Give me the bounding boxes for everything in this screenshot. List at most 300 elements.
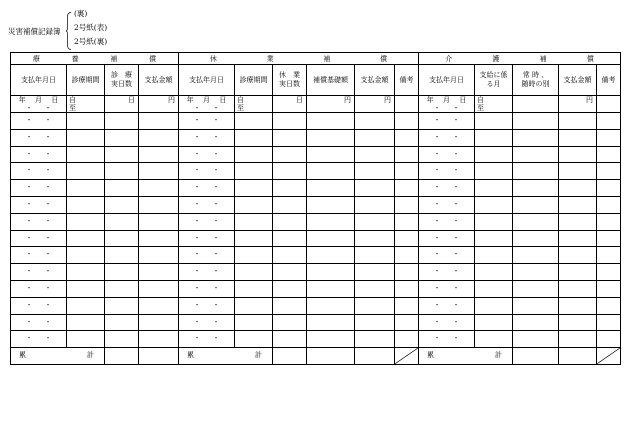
cell-medical-2[interactable] bbox=[105, 180, 139, 197]
cell-absence-1[interactable] bbox=[235, 180, 273, 197]
cell-medical-3[interactable] bbox=[139, 264, 179, 281]
cell-absence-1[interactable] bbox=[235, 230, 273, 247]
cell-absence-2[interactable] bbox=[273, 113, 307, 130]
cell-nursing-3[interactable] bbox=[559, 213, 597, 230]
cell-absence-2[interactable] bbox=[273, 196, 307, 213]
cell-medical-1[interactable] bbox=[67, 213, 105, 230]
cell-absence-5[interactable] bbox=[395, 331, 419, 348]
cell-absence-3[interactable] bbox=[307, 264, 355, 281]
cell-medical-2[interactable] bbox=[105, 247, 139, 264]
cell-absence-0[interactable] bbox=[179, 96, 235, 113]
cell-medical-0[interactable] bbox=[11, 146, 67, 163]
cell-medical-3[interactable] bbox=[139, 163, 179, 180]
cell-absence-0[interactable] bbox=[179, 129, 235, 146]
cell-nursing-2[interactable] bbox=[513, 331, 559, 348]
cell-nursing-0[interactable] bbox=[419, 196, 475, 213]
cell-nursing-4[interactable] bbox=[597, 96, 621, 113]
date-dots: ・ ・ bbox=[193, 216, 220, 225]
cell-medical-1[interactable] bbox=[67, 146, 105, 163]
totals-cell-absence-3[interactable] bbox=[307, 348, 355, 365]
cell-absence-3[interactable] bbox=[307, 113, 355, 130]
cell-absence-3[interactable] bbox=[307, 314, 355, 331]
cell-medical-2[interactable] bbox=[105, 129, 139, 146]
cell-medical-0[interactable] bbox=[11, 331, 67, 348]
cell-nursing-3[interactable] bbox=[559, 331, 597, 348]
cell-medical-0[interactable] bbox=[11, 280, 67, 297]
cell-nursing-4[interactable] bbox=[597, 113, 621, 130]
cell-absence-1[interactable] bbox=[235, 297, 273, 314]
cell-nursing-2[interactable] bbox=[513, 213, 559, 230]
cell-absence-1[interactable] bbox=[235, 213, 273, 230]
cell-absence-4[interactable] bbox=[355, 280, 395, 297]
cell-nursing-3[interactable] bbox=[559, 129, 597, 146]
cell-medical-3[interactable] bbox=[139, 180, 179, 197]
cell-medical-2[interactable] bbox=[105, 163, 139, 180]
ledger-row bbox=[11, 247, 621, 264]
cell-medical-3[interactable] bbox=[139, 247, 179, 264]
cell-medical-2[interactable] bbox=[105, 314, 139, 331]
cell-absence-5[interactable] bbox=[395, 163, 419, 180]
cell-nursing-2[interactable] bbox=[513, 314, 559, 331]
cell-medical-2[interactable] bbox=[105, 196, 139, 213]
cell-absence-4[interactable] bbox=[355, 129, 395, 146]
yen-unit-label: 円 bbox=[586, 96, 593, 104]
cell-medical-3[interactable] bbox=[139, 96, 179, 113]
cell-nursing-4[interactable] bbox=[597, 297, 621, 314]
cell-absence-0[interactable] bbox=[179, 180, 235, 197]
column-header-row bbox=[11, 65, 621, 96]
date-dots: ・ ・ bbox=[193, 250, 220, 259]
cell-nursing-1[interactable] bbox=[475, 113, 513, 130]
date-dots: ・ ・ bbox=[433, 300, 460, 309]
cell-medical-2[interactable] bbox=[105, 280, 139, 297]
cell-nursing-0[interactable] bbox=[419, 113, 475, 130]
cell-absence-2[interactable] bbox=[273, 129, 307, 146]
cell-absence-1[interactable] bbox=[235, 264, 273, 281]
cell-nursing-1[interactable] bbox=[475, 180, 513, 197]
cell-nursing-1[interactable] bbox=[475, 297, 513, 314]
cell-medical-0[interactable] bbox=[11, 113, 67, 130]
totals-cell-nursing-2[interactable] bbox=[513, 348, 559, 365]
date-dots: ・ ・ bbox=[433, 233, 460, 242]
cell-nursing-1[interactable] bbox=[475, 247, 513, 264]
cell-medical-3[interactable] bbox=[139, 146, 179, 163]
cell-absence-0[interactable] bbox=[179, 163, 235, 180]
date-dots: ・ ・ bbox=[25, 233, 52, 242]
cell-medical-0[interactable] bbox=[11, 163, 67, 180]
date-dots: ・ ・ bbox=[193, 149, 220, 158]
cell-absence-4[interactable] bbox=[355, 213, 395, 230]
ledger-row bbox=[11, 314, 621, 331]
cell-medical-3[interactable] bbox=[139, 113, 179, 130]
col-header-absence-2: 休 業 実日数 bbox=[273, 65, 307, 96]
totals-cell-nursing-3[interactable] bbox=[559, 348, 597, 365]
cell-absence-2[interactable] bbox=[273, 230, 307, 247]
cell-nursing-0[interactable] bbox=[419, 213, 475, 230]
cell-nursing-4[interactable] bbox=[597, 163, 621, 180]
cell-medical-0[interactable] bbox=[11, 297, 67, 314]
cell-medical-2[interactable] bbox=[105, 113, 139, 130]
totals-label: 累 計 bbox=[187, 351, 262, 360]
cell-absence-2[interactable] bbox=[273, 180, 307, 197]
yen-unit-label: 円 bbox=[384, 96, 391, 104]
cell-medical-0[interactable] bbox=[11, 247, 67, 264]
cell-nursing-0[interactable] bbox=[419, 163, 475, 180]
cell-nursing-3[interactable] bbox=[559, 230, 597, 247]
ledger-row bbox=[11, 113, 621, 130]
cell-medical-0[interactable] bbox=[11, 230, 67, 247]
cell-absence-0[interactable] bbox=[179, 264, 235, 281]
cell-nursing-2[interactable] bbox=[513, 297, 559, 314]
col-header-medical-0: 支払年月日 bbox=[11, 65, 67, 96]
cell-medical-3[interactable] bbox=[139, 196, 179, 213]
cell-absence-2[interactable] bbox=[273, 163, 307, 180]
ledger-row bbox=[11, 213, 621, 230]
cell-medical-1[interactable] bbox=[67, 247, 105, 264]
cell-absence-4[interactable] bbox=[355, 264, 395, 281]
cell-absence-0[interactable] bbox=[179, 230, 235, 247]
ledger-row bbox=[11, 280, 621, 297]
cell-absence-0[interactable] bbox=[179, 280, 235, 297]
cell-nursing-0[interactable] bbox=[419, 180, 475, 197]
cell-absence-5[interactable] bbox=[395, 129, 419, 146]
cell-nursing-0[interactable] bbox=[419, 280, 475, 297]
cell-nursing-0[interactable] bbox=[419, 314, 475, 331]
cell-absence-0[interactable] bbox=[179, 247, 235, 264]
cell-absence-4[interactable] bbox=[355, 113, 395, 130]
cell-medical-2[interactable] bbox=[105, 264, 139, 281]
date-dots: ・ ・ bbox=[25, 199, 52, 208]
cell-nursing-4[interactable] bbox=[597, 129, 621, 146]
cell-absence-4[interactable] bbox=[355, 247, 395, 264]
cell-absence-3[interactable] bbox=[307, 129, 355, 146]
cell-nursing-3[interactable] bbox=[559, 297, 597, 314]
cell-nursing-1[interactable] bbox=[475, 163, 513, 180]
cell-medical-0[interactable] bbox=[11, 213, 67, 230]
cell-nursing-4[interactable] bbox=[597, 247, 621, 264]
totals-cell-medical-2[interactable] bbox=[105, 348, 139, 365]
totals-label: 累 計 bbox=[427, 351, 502, 360]
cell-nursing-0[interactable] bbox=[419, 247, 475, 264]
cell-nursing-2[interactable] bbox=[513, 163, 559, 180]
cell-medical-1[interactable] bbox=[67, 96, 105, 113]
col-header-absence-4: 支払金額 bbox=[355, 65, 395, 96]
cell-nursing-3[interactable] bbox=[559, 96, 597, 113]
period-to-label: 至 bbox=[69, 104, 76, 112]
col-header-absence-0: 支払年月日 bbox=[179, 65, 235, 96]
totals-label-medical bbox=[11, 348, 105, 365]
yen-unit-label: 円 bbox=[168, 96, 175, 104]
col-header-nursing-4: 備考 bbox=[597, 65, 621, 96]
cell-absence-2[interactable] bbox=[273, 314, 307, 331]
cell-absence-1[interactable] bbox=[235, 196, 273, 213]
date-dots: ・ ・ bbox=[193, 334, 220, 343]
cell-medical-2[interactable] bbox=[105, 230, 139, 247]
date-parts-label: 年 月 日 bbox=[18, 96, 59, 104]
cell-medical-1[interactable] bbox=[67, 230, 105, 247]
date-dots: ・ ・ bbox=[433, 183, 460, 192]
cell-absence-4[interactable] bbox=[355, 146, 395, 163]
cell-medical-0[interactable] bbox=[11, 196, 67, 213]
cell-absence-4[interactable] bbox=[355, 331, 395, 348]
cell-nursing-1[interactable] bbox=[475, 146, 513, 163]
cell-nursing-3[interactable] bbox=[559, 280, 597, 297]
date-dots: ・ ・ bbox=[25, 300, 52, 309]
cell-nursing-0[interactable] bbox=[419, 230, 475, 247]
cell-nursing-3[interactable] bbox=[559, 163, 597, 180]
ledger-row bbox=[11, 297, 621, 314]
cell-nursing-2[interactable] bbox=[513, 180, 559, 197]
date-dots: ・ ・ bbox=[25, 104, 52, 112]
cell-absence-5[interactable] bbox=[395, 314, 419, 331]
cell-nursing-1[interactable] bbox=[475, 331, 513, 348]
date-dots: ・ ・ bbox=[433, 116, 460, 124]
cell-nursing-1[interactable] bbox=[475, 96, 513, 113]
cell-absence-1[interactable] bbox=[235, 163, 273, 180]
cell-medical-2[interactable] bbox=[105, 96, 139, 113]
date-dots: ・ ・ bbox=[25, 166, 52, 175]
cell-nursing-2[interactable] bbox=[513, 264, 559, 281]
day-unit-label: 日 bbox=[128, 96, 135, 104]
col-header-nursing-0: 支払年月日 bbox=[419, 65, 475, 96]
cell-absence-4[interactable] bbox=[355, 314, 395, 331]
col-header-absence-3: 補償基礎額 bbox=[307, 65, 355, 96]
cell-absence-5[interactable] bbox=[395, 280, 419, 297]
cell-absence-3[interactable] bbox=[307, 196, 355, 213]
date-dots: ・ ・ bbox=[25, 116, 52, 124]
cell-absence-1[interactable] bbox=[235, 146, 273, 163]
cell-nursing-2[interactable] bbox=[513, 113, 559, 130]
cell-absence-0[interactable] bbox=[179, 297, 235, 314]
cell-nursing-3[interactable] bbox=[559, 247, 597, 264]
cell-nursing-4[interactable] bbox=[597, 331, 621, 348]
cell-nursing-3[interactable] bbox=[559, 180, 597, 197]
cell-absence-5[interactable] bbox=[395, 146, 419, 163]
cell-absence-3[interactable] bbox=[307, 331, 355, 348]
cell-medical-2[interactable] bbox=[105, 297, 139, 314]
cell-nursing-3[interactable] bbox=[559, 113, 597, 130]
cell-absence-2[interactable] bbox=[273, 297, 307, 314]
col-header-absence-5: 備考 bbox=[395, 65, 419, 96]
day-unit-label: 日 bbox=[296, 96, 303, 104]
cell-absence-4[interactable] bbox=[355, 96, 395, 113]
date-dots: ・ ・ bbox=[193, 267, 220, 276]
cell-nursing-4[interactable] bbox=[597, 146, 621, 163]
date-dots: ・ ・ bbox=[25, 283, 52, 292]
date-dots: ・ ・ bbox=[193, 104, 220, 112]
cell-nursing-3[interactable] bbox=[559, 196, 597, 213]
cell-medical-1[interactable] bbox=[67, 297, 105, 314]
cell-nursing-4[interactable] bbox=[597, 213, 621, 230]
cell-absence-3[interactable] bbox=[307, 146, 355, 163]
cell-absence-0[interactable] bbox=[179, 113, 235, 130]
date-dots: ・ ・ bbox=[433, 216, 460, 225]
cell-absence-3[interactable] bbox=[307, 230, 355, 247]
cell-nursing-4[interactable] bbox=[597, 180, 621, 197]
ledger-row bbox=[11, 196, 621, 213]
cell-medical-1[interactable] bbox=[67, 163, 105, 180]
cell-absence-0[interactable] bbox=[179, 146, 235, 163]
date-dots: ・ ・ bbox=[193, 132, 220, 141]
cell-absence-5[interactable] bbox=[395, 230, 419, 247]
totals-cell-absence-4[interactable] bbox=[355, 348, 395, 365]
date-dots: ・ ・ bbox=[433, 166, 460, 175]
cell-medical-0[interactable] bbox=[11, 96, 67, 113]
cell-nursing-4[interactable] bbox=[597, 196, 621, 213]
yen-unit-label: 円 bbox=[344, 96, 351, 104]
cell-absence-5[interactable] bbox=[395, 264, 419, 281]
cell-nursing-1[interactable] bbox=[475, 230, 513, 247]
totals-label-absence bbox=[179, 348, 273, 365]
cell-absence-5[interactable] bbox=[395, 196, 419, 213]
cell-nursing-1[interactable] bbox=[475, 264, 513, 281]
cell-absence-4[interactable] bbox=[355, 196, 395, 213]
cell-medical-0[interactable] bbox=[11, 129, 67, 146]
cell-absence-1[interactable] bbox=[235, 247, 273, 264]
cell-absence-3[interactable] bbox=[307, 247, 355, 264]
group-header-row bbox=[11, 53, 621, 65]
cell-absence-1[interactable] bbox=[235, 280, 273, 297]
cell-absence-2[interactable] bbox=[273, 264, 307, 281]
cell-nursing-4[interactable] bbox=[597, 314, 621, 331]
cell-nursing-0[interactable] bbox=[419, 297, 475, 314]
cell-nursing-4[interactable] bbox=[597, 280, 621, 297]
cell-absence-1[interactable] bbox=[235, 113, 273, 130]
cell-absence-0[interactable] bbox=[179, 213, 235, 230]
cell-nursing-2[interactable] bbox=[513, 280, 559, 297]
date-dots: ・ ・ bbox=[25, 132, 52, 141]
cell-absence-4[interactable] bbox=[355, 297, 395, 314]
cell-absence-3[interactable] bbox=[307, 180, 355, 197]
cell-medical-2[interactable] bbox=[105, 331, 139, 348]
cell-medical-0[interactable] bbox=[11, 180, 67, 197]
ledger-row bbox=[11, 264, 621, 281]
cell-medical-1[interactable] bbox=[67, 314, 105, 331]
cell-nursing-1[interactable] bbox=[475, 213, 513, 230]
cell-nursing-0[interactable] bbox=[419, 264, 475, 281]
cell-absence-0[interactable] bbox=[179, 314, 235, 331]
cell-absence-1[interactable] bbox=[235, 129, 273, 146]
date-dots: ・ ・ bbox=[25, 250, 52, 259]
cell-nursing-0[interactable] bbox=[419, 146, 475, 163]
cell-absence-2[interactable] bbox=[273, 213, 307, 230]
cell-absence-3[interactable] bbox=[307, 163, 355, 180]
cell-nursing-1[interactable] bbox=[475, 129, 513, 146]
cell-medical-3[interactable] bbox=[139, 314, 179, 331]
cell-nursing-3[interactable] bbox=[559, 314, 597, 331]
date-dots: ・ ・ bbox=[193, 116, 220, 124]
cell-medical-2[interactable] bbox=[105, 146, 139, 163]
cell-medical-3[interactable] bbox=[139, 297, 179, 314]
cell-absence-2[interactable] bbox=[273, 96, 307, 113]
totals-cell-medical-3[interactable] bbox=[139, 348, 179, 365]
cell-nursing-2[interactable] bbox=[513, 96, 559, 113]
cell-nursing-1[interactable] bbox=[475, 280, 513, 297]
cell-nursing-2[interactable] bbox=[513, 196, 559, 213]
cell-absence-3[interactable] bbox=[307, 96, 355, 113]
cell-absence-5[interactable] bbox=[395, 113, 419, 130]
date-dots: ・ ・ bbox=[25, 317, 52, 326]
cell-absence-3[interactable] bbox=[307, 213, 355, 230]
cell-nursing-0[interactable] bbox=[419, 331, 475, 348]
cell-medical-3[interactable] bbox=[139, 230, 179, 247]
cell-medical-1[interactable] bbox=[67, 264, 105, 281]
option-back: (裏) bbox=[74, 9, 88, 18]
cell-medical-3[interactable] bbox=[139, 129, 179, 146]
cell-absence-5[interactable] bbox=[395, 297, 419, 314]
cell-absence-5[interactable] bbox=[395, 213, 419, 230]
col-header-medical-1: 診療期間 bbox=[67, 65, 105, 96]
form-title: 災害補償記録簿 bbox=[8, 27, 61, 36]
totals-label: 累 計 bbox=[19, 351, 94, 360]
diagonal-slash-icon bbox=[395, 348, 418, 364]
cell-absence-3[interactable] bbox=[307, 280, 355, 297]
cell-absence-4[interactable] bbox=[355, 230, 395, 247]
cell-medical-3[interactable] bbox=[139, 213, 179, 230]
period-to-label: 至 bbox=[477, 104, 484, 112]
cell-absence-2[interactable] bbox=[273, 280, 307, 297]
cell-nursing-2[interactable] bbox=[513, 230, 559, 247]
cell-absence-1[interactable] bbox=[235, 96, 273, 113]
cell-absence-4[interactable] bbox=[355, 163, 395, 180]
cell-nursing-2[interactable] bbox=[513, 146, 559, 163]
cell-absence-2[interactable] bbox=[273, 247, 307, 264]
cell-nursing-2[interactable] bbox=[513, 247, 559, 264]
diagonal-slash-icon bbox=[597, 348, 620, 364]
ledger-row bbox=[11, 331, 621, 348]
cell-nursing-0[interactable] bbox=[419, 96, 475, 113]
totals-cell-absence-2[interactable] bbox=[273, 348, 307, 365]
cell-nursing-2[interactable] bbox=[513, 129, 559, 146]
cell-absence-4[interactable] bbox=[355, 180, 395, 197]
totals-label-nursing bbox=[419, 348, 513, 365]
cell-nursing-3[interactable] bbox=[559, 146, 597, 163]
cell-absence-1[interactable] bbox=[235, 314, 273, 331]
cell-medical-0[interactable] bbox=[11, 264, 67, 281]
cell-medical-1[interactable] bbox=[67, 113, 105, 130]
cell-absence-0[interactable] bbox=[179, 196, 235, 213]
cell-medical-1[interactable] bbox=[67, 196, 105, 213]
cell-medical-1[interactable] bbox=[67, 331, 105, 348]
date-dots: ・ ・ bbox=[25, 183, 52, 192]
period-from-label: 自 bbox=[237, 96, 244, 104]
cell-nursing-4[interactable] bbox=[597, 264, 621, 281]
cell-medical-0[interactable] bbox=[11, 314, 67, 331]
date-parts-label: 年 月 日 bbox=[426, 96, 467, 104]
cell-nursing-4[interactable] bbox=[597, 230, 621, 247]
cell-nursing-1[interactable] bbox=[475, 196, 513, 213]
cell-absence-5[interactable] bbox=[395, 180, 419, 197]
cell-absence-5[interactable] bbox=[395, 96, 419, 113]
cell-absence-1[interactable] bbox=[235, 331, 273, 348]
cell-medical-1[interactable] bbox=[67, 280, 105, 297]
cell-absence-0[interactable] bbox=[179, 331, 235, 348]
cell-medical-1[interactable] bbox=[67, 129, 105, 146]
cell-medical-2[interactable] bbox=[105, 213, 139, 230]
date-dots: ・ ・ bbox=[433, 250, 460, 259]
date-dots: ・ ・ bbox=[193, 317, 220, 326]
cell-absence-2[interactable] bbox=[273, 146, 307, 163]
cell-absence-2[interactable] bbox=[273, 331, 307, 348]
cell-medical-3[interactable] bbox=[139, 331, 179, 348]
cell-nursing-1[interactable] bbox=[475, 314, 513, 331]
cell-nursing-0[interactable] bbox=[419, 129, 475, 146]
cell-medical-3[interactable] bbox=[139, 280, 179, 297]
cell-absence-5[interactable] bbox=[395, 247, 419, 264]
cell-nursing-3[interactable] bbox=[559, 264, 597, 281]
cell-absence-3[interactable] bbox=[307, 297, 355, 314]
cell-medical-1[interactable] bbox=[67, 180, 105, 197]
